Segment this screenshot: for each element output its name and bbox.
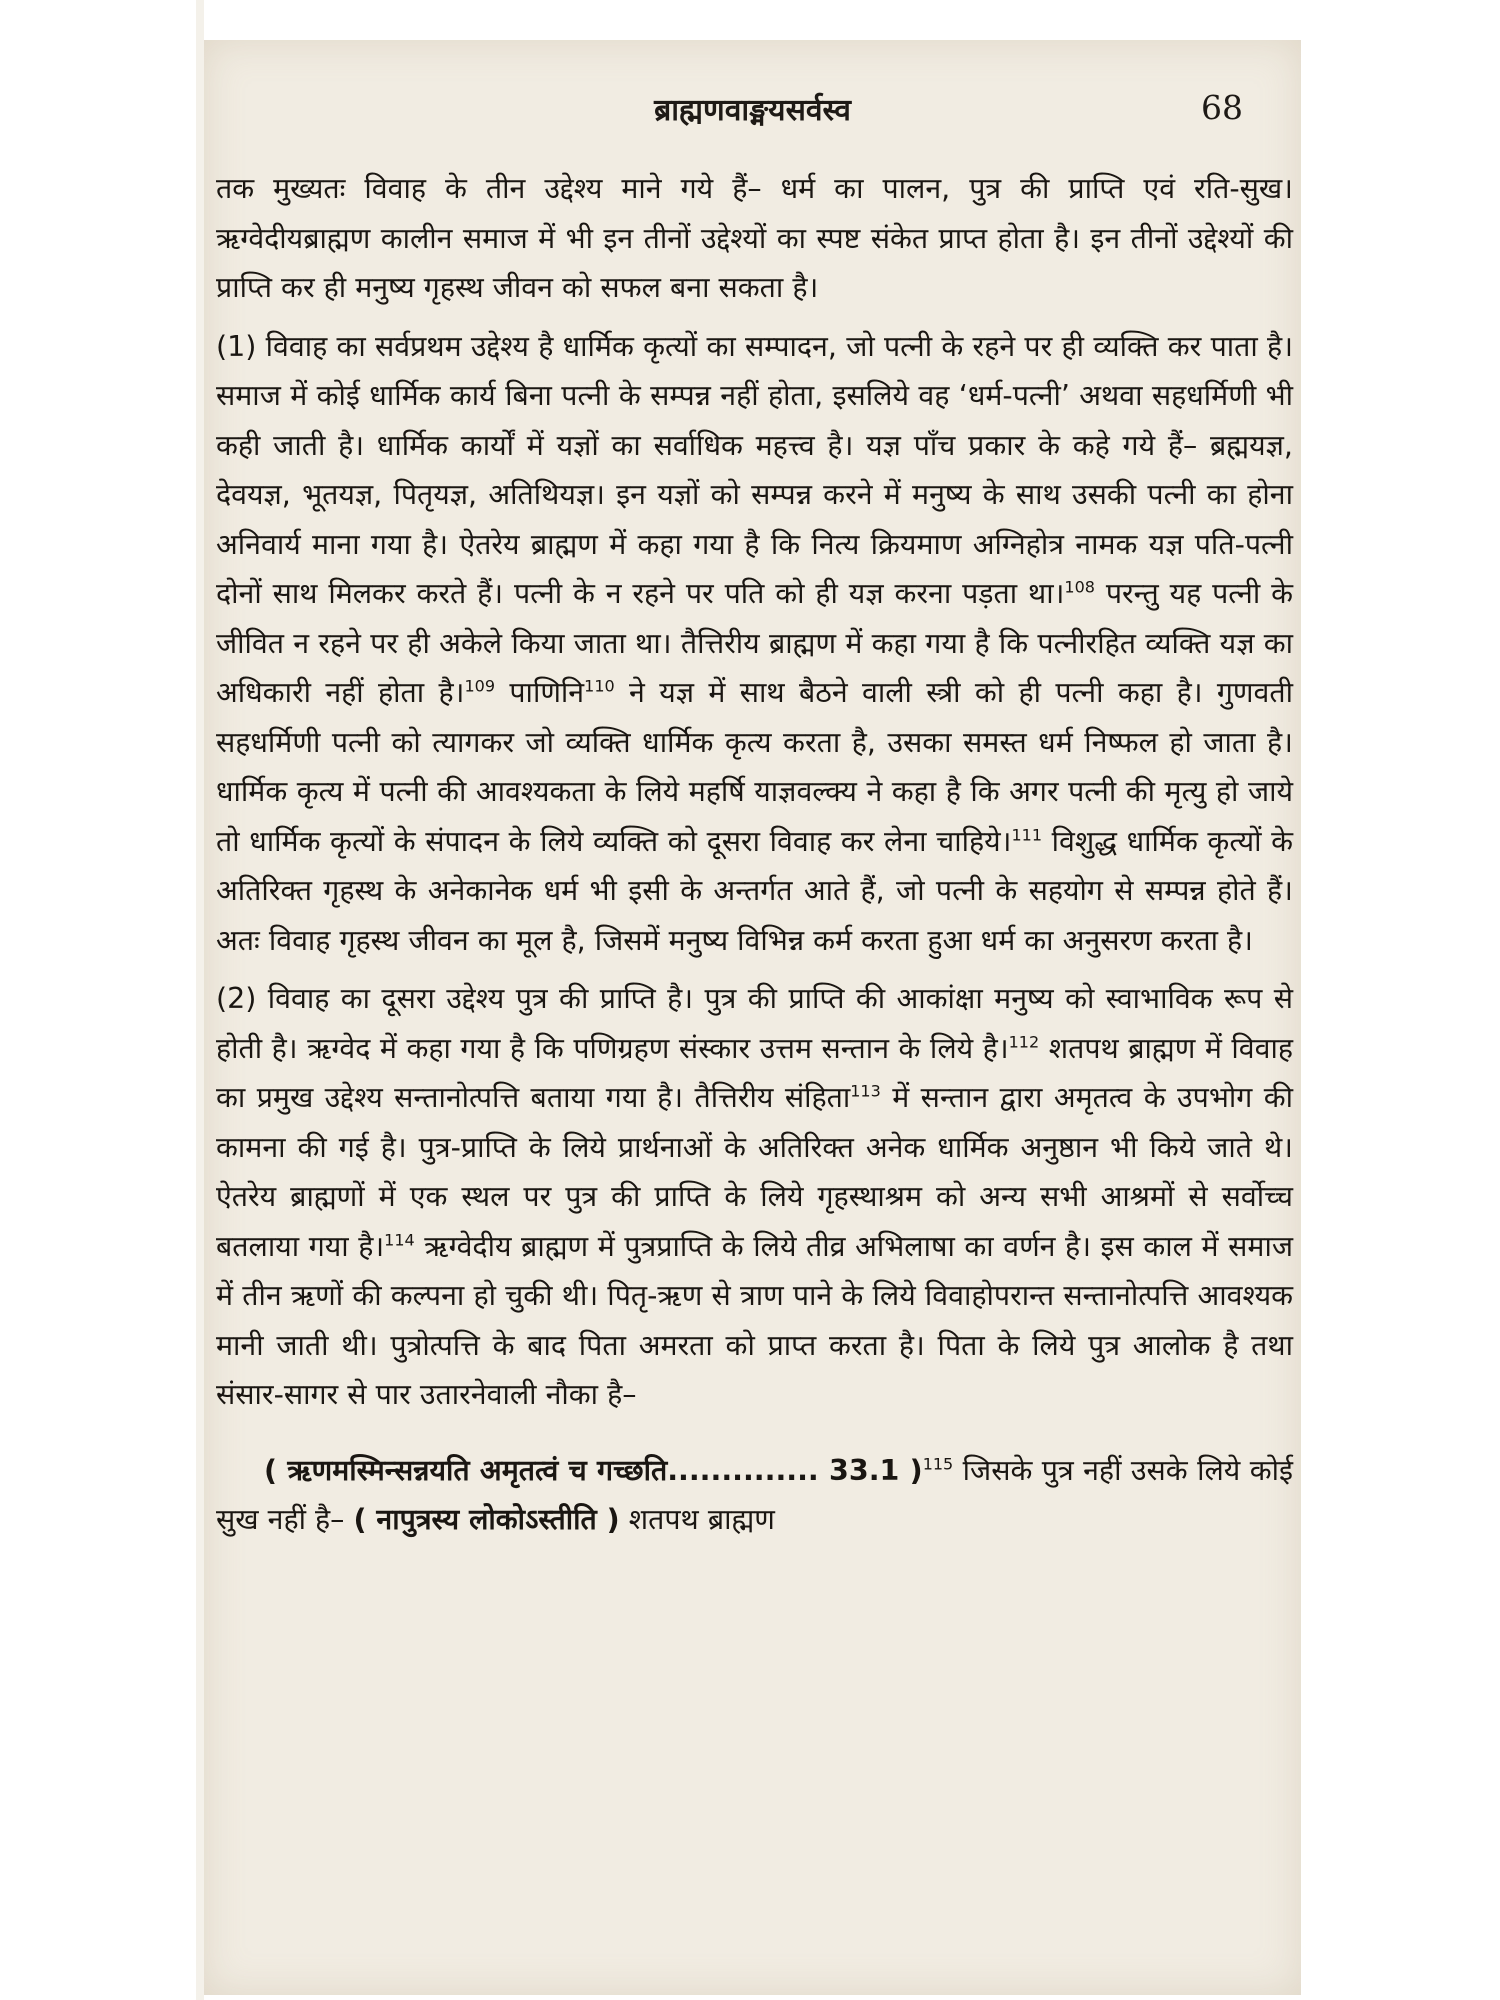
sanskrit-quote: ( ऋणमस्मिन्सन्नयति अमृतत्वं च गच्छति.............. 33.1 ) — [264, 1453, 923, 1487]
text-run: पाणिनि — [495, 676, 585, 709]
footnote-ref: 108 — [1064, 577, 1095, 597]
text-run: ऋग्वेदीय ब्राह्मण में पुत्रप्राप्ति के लिये तीव्र अभिलाषा का वर्णन है। इस काल में समाज में तीन ऋणों की कल्पना हो चुकी थी। पितृ-ऋण से त्राण पाने के लिये विवाहोपरान्त सन्तानोत्पत्ति आवश्यक मानी जाती थी। पुत्रोत्पत्ति के बाद पिता अमरता को प्राप्त करता है। पिता के लिये पुत्र आलोक है तथा संसार-सागर से पार उतारनेवाली नौका है– — [216, 1229, 1293, 1411]
text-run: ने यज्ञ में साथ बैठने वाली स्त्री को ही पत्नी कहा है। गुणवती सहधर्मिणी पत्नी को त्यागकर जो व्यक्ति धार्मिक कृत्य करता है, उसका समस्त धर्म निष्फल हो जाता है। धार्मिक कृत्य में पत्नी की आवश्यकता के लिये महर्षि याज्ञवल्क्य ने कहा है कि अगर पत्नी की मृत्यु हो जाये तो धार्मिक कृत्यों के संपादन के लिये व्यक्ति को दूसरा विवाह कर लेना चाहिये। — [216, 676, 1293, 858]
paragraph-quotation — [216, 1446, 1293, 1545]
text-run: शतपथ ब्राह्मण में विवाह का प्रमुख उद्देश्य सन्तानोत्पत्ति बताया गया है। तैत्तिरीय संहिता — [216, 1031, 1293, 1114]
book-page — [204, 40, 1301, 1995]
paragraph-intro: तक मुख्यतः विवाह के तीन उद्देश्य माने गये हैं– धर्म का पालन, पुत्र की प्राप्ति एवं रति-सुख। ऋग्वेदीयब्राह्मण कालीन समाज में भी इन तीनों उद्देश्यों का स्पष्ट संकेत प्राप्त होता है। इन तीनों उद्देश्यों की प्राप्ति कर ही मनुष्य गृहस्थ जीवन को सफल बना सकता है। — [216, 172, 1293, 304]
text-run: (1) विवाह का सर्वप्रथम उद्देश्य है धार्मिक कृत्यों का सम्पादन, जो पत्नी के रहने पर ही व्यक्ति कर पाता है। समाज में कोई धार्मिक कार्य बिना पत्नी के सम्पन्न नहीं होता, इसलिये वह ‘धर्म-पत्नी’ अथवा सहधर्मिणी भी कही जाती है। धार्मिक कार्यों में यज्ञों का सर्वाधिक महत्त्व है। यज्ञ पाँच प्रकार के कहे गये हैं– ब्रह्मयज्ञ, देवयज्ञ, भूतयज्ञ, पितृयज्ञ, अतिथियज्ञ। इन यज्ञों को सम्पन्न करने में मनुष्य के साथ उसकी पत्नी का होना अनिवार्य माना गया है। ऐतरेय ब्राह्मण में कहा गया है कि नित्य क्रियमाण अग्निहोत्र नामक यज्ञ पति-पत्नी दोनों साथ मिलकर करते हैं। पत्नी के न रहने पर पति को ही यज्ञ करना पड़ता था। — [216, 329, 1293, 610]
footnote-ref: 111 — [1011, 825, 1043, 844]
footnote-ref: 115 — [922, 1454, 954, 1473]
paragraph-first-purpose — [216, 322, 1293, 966]
text-run: परन्तु यह पत्नी के जीवित न रहने पर ही अकेले किया जाता था। तैत्तिरीय ब्राह्मण में कहा गया है कि पत्नीरहित व्यक्ति यज्ञ का अधिकारी नहीं होता है। — [216, 577, 1294, 709]
footnote-ref: 112 — [1008, 1032, 1040, 1051]
sanskrit-quote: ( नापुत्रस्य लोकोऽस्तीति ) — [353, 1503, 620, 1536]
text-run: जिसके पुत्र नहीं उसके लिये कोई सुख नहीं है– — [216, 1453, 1293, 1536]
page-body — [216, 164, 1293, 1554]
page-edge — [196, 0, 204, 2000]
footnote-ref: 113 — [850, 1081, 881, 1101]
page-header — [204, 88, 1301, 138]
text-run: (2) विवाह का दूसरा उद्देश्य पुत्र की प्राप्ति है। पुत्र की प्राप्ति की आकांक्षा मनुष्य को स्वाभाविक रूप से होती है। ऋग्वेद में कहा गया है कि पणिग्रहण संस्कार उत्तम सन्तान के लिये है। — [216, 982, 1293, 1065]
footnote-ref: 110 — [584, 676, 615, 696]
footnote-ref: 109 — [464, 676, 496, 696]
text-run: में सन्तान द्वारा अमृतत्व के उपभोग की कामना की गई है। पुत्र-प्राप्ति के लिये प्रार्थनाओं के अतिरिक्त अनेक धार्मिक अनुष्ठान भी किये जाते थे। ऐतरेय ब्राह्मणों में एक स्थल पर पुत्र की प्राप्ति के लिये गृहस्थाश्रम को अन्य सभी आश्रमों से सर्वोच्च बतलाया गया है। — [216, 1081, 1293, 1263]
running-title: ब्राह्मणवाङ्मयसर्वस्व — [654, 93, 851, 128]
page-number: 68 — [1201, 88, 1243, 127]
paragraph-second-purpose — [216, 974, 1293, 1420]
text-run: शतपथ ब्राह्मण — [619, 1503, 775, 1536]
footnote-ref: 114 — [384, 1230, 415, 1249]
text-run: विशुद्ध धार्मिक कृत्यों के अतिरिक्त गृहस्थ के अनेकानेक धर्म भी इसी के अन्तर्गत आते हैं, जो पत्नी के सहयोग से सम्पन्न होते हैं। अतः विवाह गृहस्थ जीवन का मूल है, जिसमें मनुष्य विभिन्न कर्म करता हुआ धर्म का अनुसरण करता है। — [216, 824, 1293, 957]
